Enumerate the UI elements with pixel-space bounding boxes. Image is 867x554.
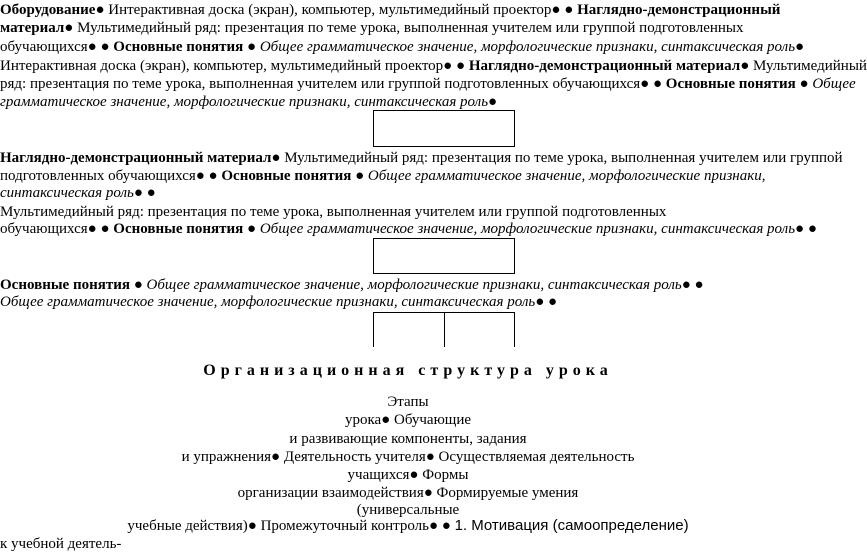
p1-l4-text: Интерактивная доска (экран), компьютер, мультимедийный проектор● ● (0, 58, 469, 74)
p1-line-2 (0, 18, 744, 38)
p2-l5-text: обучающихся● ● (0, 221, 114, 237)
p1-l1-text: ● Интерактивная доска (экран), компьютер, мультимедийный проектор● ● (95, 2, 578, 18)
p1-l4-text-2: ● Мультимедийный (740, 58, 867, 74)
empty-box-1 (373, 110, 515, 147)
p1-l3-italic: Общее грамматическое значение, морфологические признаки, синтаксическая роль● (259, 39, 805, 55)
visual-material-heading-2: Наглядно-демонстрационный материал (468, 58, 741, 74)
stages-line-4: и упражнения● Деятельность учителя● Осуществляемая деятельность (181, 449, 635, 465)
p3-l1-bullet: ● (129, 277, 147, 293)
p1-line-6: грамматическое значение, морфологические признаки, синтаксическая роль● (0, 94, 498, 110)
p1-l3-text: обучающихся● ● (0, 39, 114, 55)
p1-line-5 (0, 74, 856, 94)
p2-line-1 (0, 148, 843, 168)
key-concepts-heading-2: Основные понятия (665, 76, 796, 92)
stages-line-9: к учебной деятель- (0, 536, 122, 552)
section-title: Организационная структура урока (203, 362, 613, 379)
p1-line-3 (0, 37, 804, 57)
p1-l5-text: ряд: презентация по теме урока, выполненная учителем или группой подготовленных обучающихся● ● (0, 76, 666, 92)
p2-line-3: синтаксическая роль● ● (0, 185, 156, 201)
motivation-stage: 1. Мотивация (самоопределение) (454, 517, 689, 534)
p3-line-2: Общее грамматическое значение, морфологические признаки, синтаксическая роль● ● (0, 294, 558, 310)
p2-l2-bullet: ● (351, 168, 368, 184)
p2-l5-italic: Общее грамматическое значение, морфологические признаки, синтаксическая роль● ● (259, 221, 817, 237)
p2-l2-text: подготовленных обучающихся● ● (0, 168, 222, 184)
stages-line-5: учащихся● Формы (347, 467, 469, 483)
p2-l2-italic: Общее грамматическое значение, морфологические признаки, (367, 168, 766, 184)
table-border-middle (444, 312, 445, 347)
p1-line-1 (0, 0, 780, 20)
key-concepts-heading-4: Основные понятия (113, 221, 244, 237)
material-heading: материал (0, 20, 65, 36)
p3-l1-italic: Общее грамматическое значение, морфологические признаки, синтаксическая роль● ● (146, 277, 704, 293)
table-border-left (373, 312, 374, 347)
table-border-right (514, 312, 515, 347)
visual-material-heading: Наглядно-демонстрационный (577, 2, 781, 18)
p1-line-4 (0, 56, 867, 76)
key-concepts-heading-3: Основные понятия (221, 168, 352, 184)
p1-l3-bullet: ● (243, 39, 260, 55)
stages-line-1: Этапы (387, 394, 429, 410)
stages-line-6: организации взаимодействия● Формируемые умения (237, 485, 579, 501)
stages-line-8a: учебные действия)● Промежуточный контроль● ● (127, 518, 455, 534)
p2-line-5 (0, 219, 817, 239)
p1-l2-text: ● Мультимедийный ряд: презентация по теме урока, выполненная учителем или группой подготовленных (64, 20, 744, 36)
p2-l1-text: ● Мультимедийный ряд: презентация по теме урока, выполненная учителем или группой (271, 150, 843, 166)
stages-line-7: (универсальные (356, 502, 460, 518)
stages-line-3: и развивающие компоненты, задания (289, 431, 527, 447)
p1-l5-bullet: ● (795, 76, 813, 92)
empty-box-2 (373, 238, 515, 274)
stages-line-8 (0, 516, 816, 536)
key-concepts-heading: Основные понятия (113, 39, 244, 55)
p1-l5-italic: Общее (812, 76, 856, 92)
p2-line-4: Мультимедийный ряд: презентация по теме урока, выполненная учителем или группой подготовленных (0, 204, 667, 220)
visual-material-heading-3: Наглядно-демонстрационный материал (0, 150, 272, 166)
stages-line-2: урока● Обучающие (344, 412, 472, 428)
key-concepts-heading-5: Основные понятия (0, 277, 130, 293)
equipment-heading: Оборудование (0, 2, 96, 18)
table-border-top (373, 312, 515, 313)
p2-l5-bullet: ● (243, 221, 260, 237)
